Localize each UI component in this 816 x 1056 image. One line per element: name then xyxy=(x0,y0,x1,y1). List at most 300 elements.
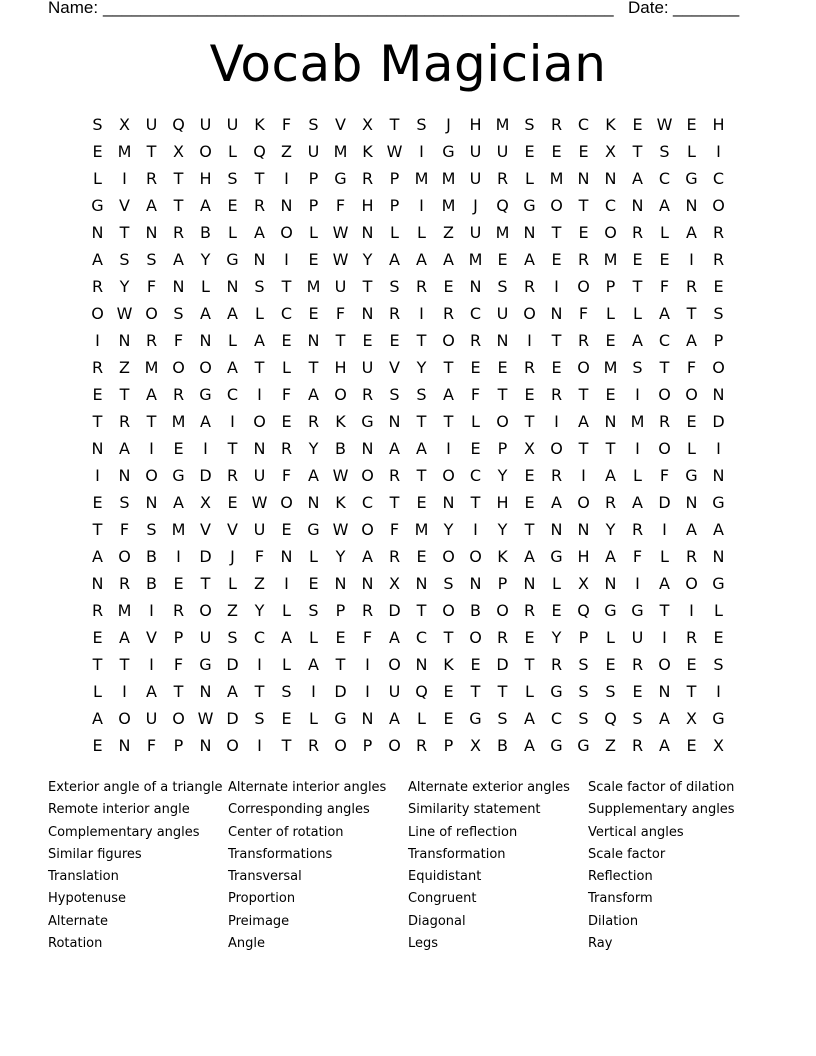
grid-letter: S xyxy=(443,574,454,593)
grid-letter: N xyxy=(253,250,266,269)
grid-row xyxy=(84,462,732,489)
grid-letter: I xyxy=(230,412,235,431)
grid-letter: O xyxy=(712,358,725,377)
grid-letter: O xyxy=(172,358,185,377)
grid-letter: W xyxy=(332,223,349,242)
grid-letter: I xyxy=(662,628,667,647)
grid-letter: J xyxy=(446,115,451,134)
grid-letter: Z xyxy=(119,358,130,377)
grid-letter: G xyxy=(442,142,455,161)
grid-letter: N xyxy=(361,439,374,458)
grid-letter: T xyxy=(119,655,130,674)
grid-letter: O xyxy=(469,628,482,647)
grid-letter: T xyxy=(416,412,427,431)
grid-letter: X xyxy=(470,736,481,755)
grid-letter: R xyxy=(226,466,239,485)
grid-letter: K xyxy=(443,655,454,674)
grid-letter: O xyxy=(361,466,374,485)
grid-letter: A xyxy=(92,709,103,728)
grid-letter: M xyxy=(171,520,186,539)
grid-letter: H xyxy=(469,115,482,134)
grid-letter: U xyxy=(496,142,509,161)
grid-letter: E xyxy=(686,736,697,755)
grid-letter: A xyxy=(713,520,724,539)
grid-letter: N xyxy=(361,304,374,323)
grid-letter: T xyxy=(659,358,670,377)
grid-letter: R xyxy=(469,331,482,350)
grid-letter: Y xyxy=(200,250,211,269)
grid-letter: T xyxy=(92,655,103,674)
grid-letter: A xyxy=(551,493,562,512)
grid-letter: R xyxy=(91,601,104,620)
grid-letter: Z xyxy=(281,142,292,161)
grid-letter: B xyxy=(497,736,508,755)
grid-letter: T xyxy=(443,628,454,647)
grid-letter: Z xyxy=(443,223,454,242)
grid-row xyxy=(84,111,732,138)
grid-letter: N xyxy=(523,223,536,242)
grid-letter: J xyxy=(473,196,478,215)
grid-letter: E xyxy=(173,439,184,458)
grid-letter: G xyxy=(523,196,536,215)
grid-letter: N xyxy=(361,223,374,242)
grid-letter: I xyxy=(257,385,262,404)
grid-letter: I xyxy=(716,142,721,161)
grid-letter: R xyxy=(631,223,644,242)
grid-letter: N xyxy=(550,304,563,323)
grid-letter: E xyxy=(632,682,643,701)
grid-letter: N xyxy=(550,520,563,539)
grid-letter: X xyxy=(578,574,589,593)
grid-letter: E xyxy=(308,574,319,593)
grid-letter: E xyxy=(443,709,454,728)
grid-letter: C xyxy=(712,169,725,188)
grid-letter: L xyxy=(309,223,318,242)
grid-letter: F xyxy=(146,277,157,296)
word-bank-item: Alternate interior angles xyxy=(228,780,387,795)
grid-letter: A xyxy=(308,385,319,404)
grid-letter: R xyxy=(631,520,644,539)
grid-letter: N xyxy=(469,574,482,593)
grid-letter: E xyxy=(92,736,103,755)
grid-letter: G xyxy=(604,601,617,620)
grid-letter: T xyxy=(119,385,130,404)
grid-letter: F xyxy=(659,466,670,485)
grid-letter: M xyxy=(603,250,618,269)
grid-letter: R xyxy=(523,277,536,296)
grid-letter: L xyxy=(201,277,210,296)
grid-letter: O xyxy=(199,358,212,377)
grid-letter: R xyxy=(631,736,644,755)
grid-letter: O xyxy=(523,304,536,323)
grid-letter: O xyxy=(388,736,401,755)
grid-letter: R xyxy=(415,736,428,755)
grid-letter: N xyxy=(604,412,617,431)
grid-letter: A xyxy=(308,466,319,485)
grid-letter: L xyxy=(606,304,615,323)
grid-letter: N xyxy=(604,574,617,593)
grid-letter: E xyxy=(416,493,427,512)
grid-letter: G xyxy=(712,493,725,512)
grid-row xyxy=(84,732,732,759)
grid-letter: T xyxy=(659,601,670,620)
grid-letter: Q xyxy=(577,601,590,620)
grid-letter: O xyxy=(577,277,590,296)
grid-letter: O xyxy=(658,439,671,458)
grid-letter: B xyxy=(146,574,157,593)
header-line xyxy=(48,0,748,20)
grid-letter: A xyxy=(227,682,238,701)
grid-letter: I xyxy=(662,520,667,539)
word-bank-column xyxy=(228,777,408,955)
grid-letter: Y xyxy=(254,601,265,620)
grid-letter: S xyxy=(308,115,319,134)
grid-letter: G xyxy=(685,466,698,485)
grid-letter: Y xyxy=(497,520,508,539)
grid-letter: N xyxy=(658,682,671,701)
word-bank-item: Alternate exterior angles xyxy=(408,780,570,795)
grid-letter: A xyxy=(281,628,292,647)
grid-letter: T xyxy=(281,277,292,296)
grid-letter: I xyxy=(716,439,721,458)
word-bank-item: Hypotenuse xyxy=(48,891,127,907)
grid-letter: S xyxy=(119,493,130,512)
grid-row xyxy=(84,219,732,246)
grid-letter: L xyxy=(282,655,291,674)
grid-letter: F xyxy=(173,655,184,674)
grid-letter: R xyxy=(550,115,563,134)
name-field-line: ______________________________________________________ xyxy=(103,0,614,17)
grid-letter: A xyxy=(605,466,616,485)
grid-letter: K xyxy=(335,412,346,431)
grid-letter: G xyxy=(550,736,563,755)
grid-letter: R xyxy=(388,304,401,323)
word-bank-item: Legs xyxy=(408,936,439,952)
grid-letter: I xyxy=(419,304,424,323)
grid-letter: C xyxy=(577,115,590,134)
word-bank-item: Reflection xyxy=(588,869,653,885)
grid-letter: P xyxy=(497,574,508,593)
grid-letter: R xyxy=(631,655,644,674)
grid-letter: I xyxy=(149,601,154,620)
grid-letter: I xyxy=(284,250,289,269)
grid-letter: C xyxy=(253,628,266,647)
grid-letter: U xyxy=(145,709,158,728)
grid-letter: A xyxy=(524,736,535,755)
grid-letter: W xyxy=(197,709,214,728)
grid-letter: L xyxy=(417,223,426,242)
grid-letter: N xyxy=(442,493,455,512)
grid-letter: T xyxy=(200,574,211,593)
grid-row xyxy=(84,273,732,300)
grid-letter: S xyxy=(497,277,508,296)
grid-letter: N xyxy=(199,736,212,755)
grid-letter: L xyxy=(471,412,480,431)
grid-letter: O xyxy=(442,601,455,620)
grid-letter: L xyxy=(552,574,561,593)
grid-letter: A xyxy=(200,196,211,215)
grid-letter: T xyxy=(416,601,427,620)
grid-letter: O xyxy=(442,331,455,350)
grid-letter: H xyxy=(334,358,347,377)
grid-letter: R xyxy=(523,358,536,377)
grid-letter: G xyxy=(577,736,590,755)
grid-letter: M xyxy=(333,142,348,161)
grid-letter: A xyxy=(254,223,265,242)
grid-letter: H xyxy=(496,493,509,512)
grid-letter: T xyxy=(443,358,454,377)
grid-letter: D xyxy=(388,601,401,620)
grid-letter: C xyxy=(361,493,374,512)
grid-letter: P xyxy=(308,169,319,188)
grid-letter: O xyxy=(496,601,509,620)
grid-letter: D xyxy=(658,493,671,512)
grid-letter: A xyxy=(659,574,670,593)
word-bank-item: Translation xyxy=(48,869,119,885)
grid-letter: A xyxy=(416,250,427,269)
grid-letter: M xyxy=(441,169,456,188)
grid-letter: S xyxy=(578,709,589,728)
grid-letter: R xyxy=(388,547,401,566)
grid-letter: A xyxy=(173,493,184,512)
grid-letter: B xyxy=(335,439,346,458)
word-bank-item: Transformations xyxy=(228,846,333,862)
grid-letter: R xyxy=(118,412,131,431)
grid-letter: R xyxy=(172,601,185,620)
grid-letter: C xyxy=(415,628,428,647)
grid-letter: R xyxy=(145,331,158,350)
grid-letter: P xyxy=(389,196,400,215)
grid-letter: T xyxy=(173,169,184,188)
grid-row xyxy=(84,165,732,192)
grid-letter: K xyxy=(605,115,616,134)
grid-letter: E xyxy=(524,142,535,161)
grid-letter: Y xyxy=(308,439,319,458)
grid-letter: O xyxy=(361,520,374,539)
grid-letter: R xyxy=(253,196,266,215)
grid-letter: I xyxy=(95,331,100,350)
grid-letter: M xyxy=(630,412,645,431)
grid-letter: E xyxy=(659,250,670,269)
grid-letter: S xyxy=(92,115,103,134)
grid-row xyxy=(84,300,732,327)
grid-letter: I xyxy=(149,655,154,674)
grid-letter: L xyxy=(606,628,615,647)
word-bank-item: Supplementary angles xyxy=(588,802,735,818)
grid-letter: L xyxy=(525,169,534,188)
grid-letter: T xyxy=(470,493,481,512)
grid-letter: O xyxy=(685,385,698,404)
grid-letter: M xyxy=(117,601,132,620)
grid-letter: E xyxy=(524,493,535,512)
grid-letter: R xyxy=(361,169,374,188)
grid-letter: M xyxy=(144,358,159,377)
grid-letter: E xyxy=(686,412,697,431)
grid-letter: S xyxy=(146,250,157,269)
grid-letter: U xyxy=(496,304,509,323)
grid-letter: C xyxy=(226,385,239,404)
grid-letter: G xyxy=(334,709,347,728)
grid-letter: T xyxy=(92,412,103,431)
grid-letter: A xyxy=(524,709,535,728)
word-bank-item: Remote interior angle xyxy=(48,802,190,818)
grid-letter: I xyxy=(473,520,478,539)
grid-letter: Q xyxy=(496,196,509,215)
grid-letter: W xyxy=(332,250,349,269)
grid-row xyxy=(84,381,732,408)
grid-letter: M xyxy=(495,115,510,134)
grid-letter: E xyxy=(335,628,346,647)
grid-letter: A xyxy=(659,304,670,323)
grid-letter: V xyxy=(119,196,130,215)
grid-letter: H xyxy=(712,115,725,134)
grid-letter: A xyxy=(686,223,697,242)
grid-letter: S xyxy=(713,304,724,323)
grid-letter: O xyxy=(550,439,563,458)
grid-letter: U xyxy=(145,115,158,134)
grid-letter: G xyxy=(172,466,185,485)
word-bank-column xyxy=(408,777,588,955)
grid-letter: N xyxy=(280,547,293,566)
grid-letter: U xyxy=(469,223,482,242)
grid-letter: Q xyxy=(604,709,617,728)
grid-letter: N xyxy=(712,547,725,566)
grid-letter: E xyxy=(443,277,454,296)
grid-letter: L xyxy=(309,628,318,647)
grid-row xyxy=(84,192,732,219)
grid-letter: B xyxy=(200,223,211,242)
grid-letter: S xyxy=(254,277,265,296)
grid-letter: E xyxy=(389,331,400,350)
grid-letter: F xyxy=(335,196,346,215)
grid-letter: L xyxy=(633,466,642,485)
grid-letter: I xyxy=(635,439,640,458)
grid-letter: O xyxy=(226,736,239,755)
grid-letter: S xyxy=(524,115,535,134)
grid-letter: G xyxy=(199,655,212,674)
grid-letter: S xyxy=(119,250,130,269)
grid-letter: S xyxy=(632,709,643,728)
grid-letter: L xyxy=(633,304,642,323)
grid-letter: F xyxy=(173,331,184,350)
grid-letter: T xyxy=(146,412,157,431)
grid-letter: G xyxy=(199,385,212,404)
grid-letter: A xyxy=(686,520,697,539)
grid-letter: I xyxy=(149,439,154,458)
grid-letter: G xyxy=(307,520,320,539)
grid-letter: E xyxy=(281,331,292,350)
grid-letter: T xyxy=(335,655,346,674)
grid-letter: I xyxy=(311,682,316,701)
grid-letter: R xyxy=(361,385,374,404)
grid-letter: H xyxy=(577,547,590,566)
grid-letter: H xyxy=(199,169,212,188)
grid-letter: T xyxy=(119,223,130,242)
grid-letter: E xyxy=(92,493,103,512)
grid-letter: A xyxy=(659,736,670,755)
grid-letter: C xyxy=(469,466,482,485)
grid-row xyxy=(84,543,732,570)
grid-letter: X xyxy=(605,142,616,161)
grid-letter: G xyxy=(631,601,644,620)
grid-row xyxy=(84,408,732,435)
grid-letter: I xyxy=(419,196,424,215)
grid-letter: U xyxy=(361,358,374,377)
grid-letter: V xyxy=(227,520,238,539)
grid-letter: E xyxy=(470,655,481,674)
grid-letter: Y xyxy=(605,520,616,539)
grid-letter: R xyxy=(307,412,320,431)
grid-letter: K xyxy=(254,115,265,134)
grid-letter: O xyxy=(658,385,671,404)
word-bank-item: Dilation xyxy=(588,913,639,929)
word-bank-item: Diagonal xyxy=(408,913,466,929)
grid-letter: G xyxy=(550,682,563,701)
grid-letter: I xyxy=(257,655,262,674)
grid-letter: N xyxy=(496,331,509,350)
grid-letter: P xyxy=(605,277,616,296)
grid-letter: E xyxy=(497,358,508,377)
grid-letter: A xyxy=(254,331,265,350)
grid-letter: X xyxy=(713,736,724,755)
grid-letter: I xyxy=(716,682,721,701)
grid-letter: E xyxy=(92,385,103,404)
grid-letter: T xyxy=(632,277,643,296)
grid-row xyxy=(84,489,732,516)
page-title: Vocab Magician xyxy=(209,35,607,93)
grid-letter: A xyxy=(200,412,211,431)
grid-letter: O xyxy=(172,709,185,728)
word-bank-item: Vertical angles xyxy=(588,824,684,840)
word-bank-item: Transform xyxy=(588,891,653,907)
grid-letter: N xyxy=(577,169,590,188)
grid-letter: T xyxy=(578,385,589,404)
grid-row xyxy=(84,570,732,597)
grid-letter: E xyxy=(713,628,724,647)
grid-letter: F xyxy=(362,628,373,647)
grid-letter: N xyxy=(361,574,374,593)
grid-letter: E xyxy=(524,628,535,647)
grid-letter: F xyxy=(254,547,265,566)
grid-letter: O xyxy=(550,196,563,215)
grid-letter: E xyxy=(551,601,562,620)
grid-letter: V xyxy=(200,520,211,539)
grid-letter: E xyxy=(632,250,643,269)
grid-letter: R xyxy=(388,466,401,485)
grid-letter: R xyxy=(604,493,617,512)
grid-letter: S xyxy=(227,169,238,188)
grid-letter: E xyxy=(578,142,589,161)
grid-letter: D xyxy=(226,709,239,728)
grid-letter: L xyxy=(255,304,264,323)
grid-letter: S xyxy=(497,709,508,728)
grid-letter: N xyxy=(118,466,131,485)
grid-letter: I xyxy=(554,412,559,431)
grid-letter: T xyxy=(497,385,508,404)
grid-letter: O xyxy=(334,385,347,404)
grid-letter: P xyxy=(389,169,400,188)
grid-letter: O xyxy=(280,493,293,512)
grid-letter: A xyxy=(686,331,697,350)
grid-letter: G xyxy=(712,574,725,593)
grid-letter: L xyxy=(660,223,669,242)
grid-letter: N xyxy=(199,682,212,701)
grid-letter: N xyxy=(145,493,158,512)
grid-letter: O xyxy=(334,736,347,755)
grid-letter: R xyxy=(658,412,671,431)
grid-letter: Z xyxy=(227,601,238,620)
grid-letter: E xyxy=(227,493,238,512)
